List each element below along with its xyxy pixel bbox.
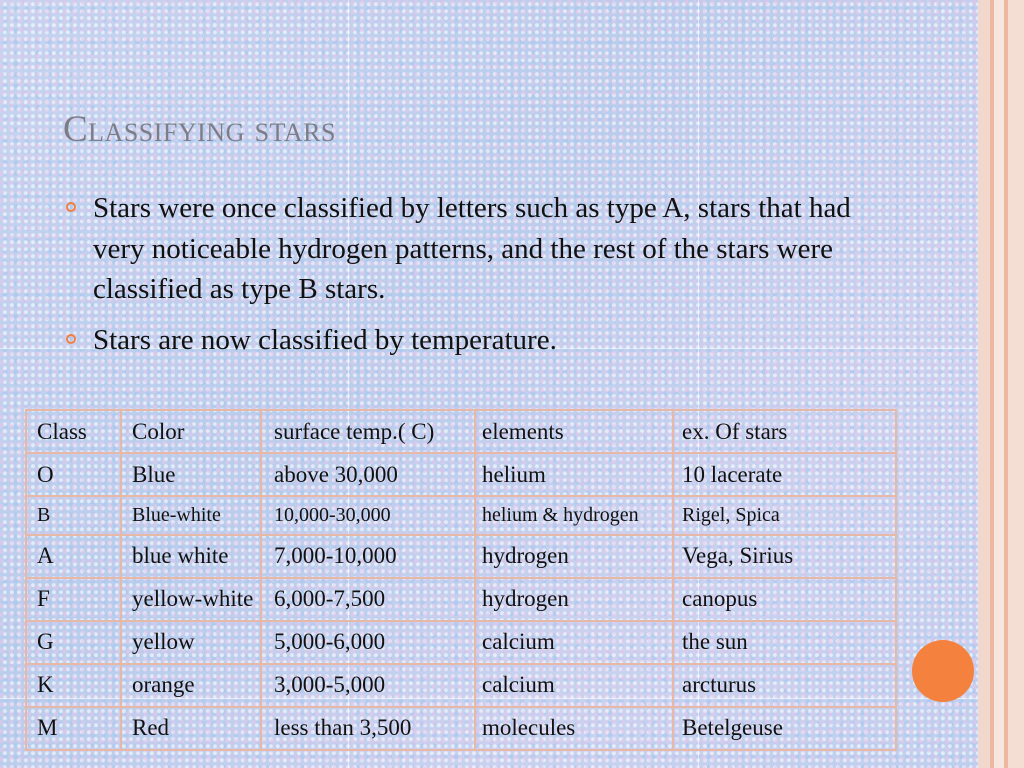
table-cell: arcturus (673, 664, 896, 707)
table-row (26, 707, 896, 750)
decorative-circle (912, 640, 974, 702)
bullet-ring-icon (66, 202, 76, 212)
star-classification-table (25, 409, 897, 751)
table-cell: Blue (121, 453, 261, 496)
decorative-side-bar (1008, 0, 1024, 768)
table-cell: M (26, 707, 121, 750)
table-cell: molecules (475, 707, 673, 750)
table-cell: 10,000-30,000 (261, 496, 475, 534)
table-cell: G (26, 621, 121, 664)
table-header-cell: Color (121, 410, 261, 453)
table-cell: above 30,000 (261, 453, 475, 496)
table-cell: blue white (121, 535, 261, 578)
table-row (26, 453, 896, 496)
table-row (26, 621, 896, 664)
table-cell: 6,000-7,500 (261, 578, 475, 621)
table-cell: Rigel, Spica (673, 496, 896, 534)
table-cell: O (26, 453, 121, 496)
table-header-cell: ex. Of stars (673, 410, 896, 453)
table-cell: hydrogen (475, 535, 673, 578)
table-cell: hydrogen (475, 578, 673, 621)
decorative-side-bar (978, 0, 990, 768)
table-row (26, 535, 896, 578)
table-cell: Blue-white (121, 496, 261, 534)
table-cell: canopus (673, 578, 896, 621)
table-header-row (26, 410, 896, 453)
table-cell: calcium (475, 664, 673, 707)
bullet-item (64, 188, 884, 310)
bullet-ring-icon (66, 334, 76, 344)
table-row (26, 578, 896, 621)
table-cell: F (26, 578, 121, 621)
bullet-list (64, 188, 884, 360)
table-row (26, 664, 896, 707)
table-cell: K (26, 664, 121, 707)
table-cell: orange (121, 664, 261, 707)
table-cell: A (26, 535, 121, 578)
table-header-cell: Class (26, 410, 121, 453)
table-cell: calcium (475, 621, 673, 664)
table-header-cell: surface temp.( C) (261, 410, 475, 453)
table-cell: the sun (673, 621, 896, 664)
table-cell: yellow (121, 621, 261, 664)
table-cell: B (26, 496, 121, 534)
table-cell: Betelgeuse (673, 707, 896, 750)
table-cell: less than 3,500 (261, 707, 475, 750)
slide-title: Classifying stars (63, 109, 336, 150)
table-row (26, 496, 896, 534)
table-cell: Red (121, 707, 261, 750)
table-cell: Vega, Sirius (673, 535, 896, 578)
bullet-text: Stars were once classified by letters such as type A, stars that had very noticeable hydrogen patterns, and the rest of the stars were classified as type B stars. (93, 192, 851, 305)
table-cell: helium (475, 453, 673, 496)
table-cell: 5,000-6,000 (261, 621, 475, 664)
table-cell: yellow-white (121, 578, 261, 621)
bullet-item (64, 320, 884, 361)
table-cell: 3,000-5,000 (261, 664, 475, 707)
table-cell: 10 lacerate (673, 453, 896, 496)
table-header-cell: elements (475, 410, 673, 453)
table-cell: helium & hydrogen (475, 496, 673, 534)
table-cell: 7,000-10,000 (261, 535, 475, 578)
bullet-text: Stars are now classified by temperature. (93, 323, 557, 356)
decorative-side-bar (994, 0, 1004, 768)
